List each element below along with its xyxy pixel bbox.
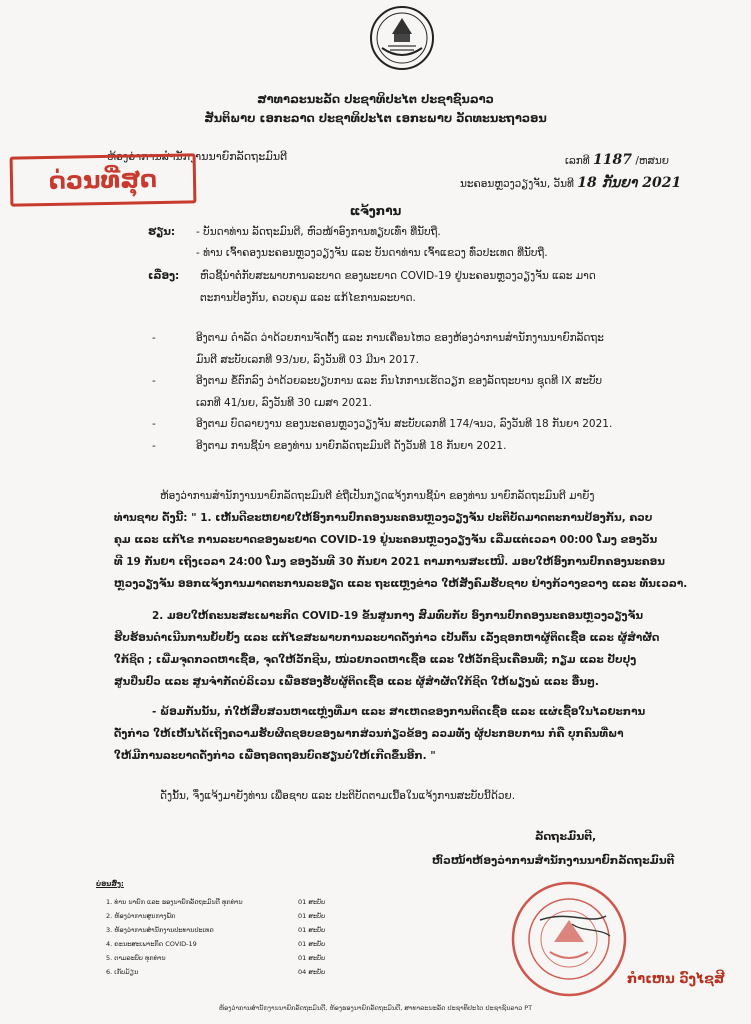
to-label: ຮຽນ:: [148, 226, 176, 238]
point2-line: ຮີບຮ້ອນດຳເນີນການຍັບຍັ້ງ ແລະ ແກ້ໄຂສະພາບການລະບາດດັ່ງກ່າວ ເປັນຕົ້ນ ເລັ່ງຊອກຫາຜູ້ຕິດເຊື້ອ ແລະ ຜູ້ສຳຜັດ: [114, 632, 660, 644]
document-number: [565, 152, 669, 168]
distribution-qty: 01 ສະບັບ: [298, 940, 326, 948]
point2-line: 2. ມອບໃຫ້ຄະນະສະເພາະກິດ COVID-19 ຂັ້ນສູນກາງ ສົມທົບກັບ ອົງການປົກຄອງນະຄອນຫຼວງວຽງຈັນ: [152, 610, 643, 622]
signatory-title: ລັດຖະມົນຕີ,: [535, 830, 597, 843]
urgent-stamp: ດ່ວນທີ່ສຸດ: [10, 153, 197, 206]
bullet: -: [152, 332, 156, 344]
point1-line: ຫຼວງວຽງຈັນ ອອກແຈ້ງການມາດຕະການລະອຽດ ແລະ ຖະແຫຼງຂ່າວ ໃຫ້ສັງຄົມຮັບຊາບ ຢ່າງກ້ວາງຂວາງ ແລະ ທັນເວລາ.: [114, 578, 688, 590]
signatory-name: ກຳເຫນ ວົງໄຊສີ: [627, 972, 725, 987]
distribution-recipient: 4. ຄະນະສະເພາະກິດ COVID-19: [106, 940, 197, 948]
distribution-row: [106, 898, 336, 906]
point2-line: ສູນປິ່ນປົວ ແລະ ສູນຈຳກັດບໍລິເວນ ເພື່ອຮອງຮັບຜູ້ຕິດເຊື້ອ ແລະ ຜູ້ສຳຜັດໃກ້ຊິດ ໃຫ້ພຽງພໍ ແລະ ອື່ນໆ.: [114, 676, 599, 688]
distribution-recipient: 3. ຫ້ອງວ່າການສຳນັກງານປະທານປະເທດ: [106, 926, 214, 934]
distribution-recipient: 2. ຫ້ອງວ່າການສູນກາງພັກ: [106, 912, 176, 920]
distribution-qty: 01 ສະບັບ: [298, 898, 326, 906]
bullet: -: [152, 418, 156, 430]
distribution-qty: 01 ສະບັບ: [298, 912, 326, 920]
national-motto: ສັນຕິພາບ ເອກະລາດ ປະຊາທິປະໄຕ ເອກະພາບ ວັດທະນະຖາວອນ: [204, 111, 547, 125]
point2-line: ໃກ້ຊິດ ; ເພີ່ມຈຸດກວດຫາເຊື້ອ, ຈຸດໃຫ້ວັກຊີນ, ໜ່ວຍກວດຫາເຊື້ອ ແລະ ໃຫ້ວັກຊີນເຄື່ອນທີ່; ກຽມ ແລະ ປັບປຸງ: [114, 654, 637, 666]
date-label: ນະຄອນຫຼວງວຽງຈັນ, ວັນທີ: [460, 178, 574, 190]
point1-line: ທີ 19 ກັນຍາ ເຖິງເວລາ 24:00 ໂມງ ຂອງວັນທີ 30 ກັນຍາ 2021 ຕາມການສະເໜີ. ມອບໃຫ້ອົງການປົກຄອງນະຄອນ: [114, 556, 665, 568]
distribution-recipient: 6. ເກັບມ້ຽນ: [106, 968, 139, 976]
to-item: - ທ່ານ ເຈົ້າຄອງນະຄອນຫຼວງວຽງຈັນ ແລະ ບັນດາທ່ານ ເຈົ້າແຂວງ ທົ່ວປະເທດ ທີ່ນັບຖື.: [196, 247, 548, 259]
subject-label: ເລື່ອງ:: [148, 270, 180, 282]
point2-line: ໃຫ້ມີການລະບາດດັ່ງກ່າວ ເພື່ອຖອດຖອນບົດຮຽນບໍ່ໃຫ້ເກີດຂຶ້ນອີກ. ": [114, 750, 436, 762]
distribution-row: [106, 926, 336, 934]
point1-line: ຄຸມ ແລະ ແກ້ໄຂ ການລະບາດຂອງພະຍາດ COVID-19 ຢູ່ນະຄອນຫຼວງວຽງຈັນ ເລີ່ມແຕ່ເວລາ 00:00 ໂມງ ຂອງວັນ: [114, 534, 658, 546]
distribution-qty: 01 ສະບັບ: [298, 954, 326, 962]
closing-text: ດັ່ງນັ້ນ, ຈຶ່ງແຈ້ງມາຍັງທ່ານ ເພື່ອຊາບ ແລະ ປະຕິບັດຕາມເນື້ອໃນແຈ້ງການສະບັບນີ້ດ້ວຍ.: [160, 790, 516, 802]
bullet: -: [152, 375, 156, 387]
subject-text: ຕະການປ້ອງກັນ, ຄວບຄຸມ ແລະ ແກ້ໄຂການລະບາດ.: [200, 292, 416, 304]
point2-line: - ພ້ອມກັນນັ້ນ, ກໍໃຫ້ສືບສວນຫາແຫຼ່ງທີ່ມາ ແລະ ສາເຫດຂອງການຕິດເຊື້ອ ແລະ ແຜ່ເຊື້ອໃນໄລຍະການ: [152, 706, 646, 718]
signatory-position: ຫົວໜ້າຫ້ອງວ່າການສຳນັກງານນາຍົກລັດຖະມົນຕີ: [432, 854, 675, 867]
document-title: ແຈ້ງການ: [349, 204, 402, 218]
reference-line: ອີງຕາມ ບົດລາຍງານ ຂອງນະຄອນຫຼວງວຽງຈັນ ສະບັບເລກທີ 174/ຈນວ, ລົງວັນທີ 18 ກັນຍາ 2021.: [196, 418, 613, 430]
distribution-row: [106, 954, 336, 962]
country-name: ສາທາລະນະລັດ ປະຊາທິປະໄຕ ປະຊາຊົນລາວ: [257, 92, 494, 106]
intro-line: ຫ້ອງວ່າການສຳນັກງານນາຍົກລັດຖະມົນຕີ ຂໍຖືເປັນກຽດແຈ້ງການຊີ້ນຳ ຂອງທ່ານ ນາຍົກລັດຖະມົນຕີ ມາຍັງ: [160, 490, 595, 502]
reference-line: ອີງຕາມ ການຊີ້ນຳ ຂອງທ່ານ ນາຍົກລັດຖະມົນຕີ ດັ່ງວັນທີ 18 ກັນຍາ 2021.: [196, 440, 507, 452]
document-date: [460, 175, 681, 191]
subject-text: ຫົວຊີ້ນຳຕໍ່ກັບສະພາບການລະບາດ ຂອງພະຍາດ COVID-19 ຢູ່ນະຄອນຫຼວງວຽງຈັນ ແລະ ມາດ: [200, 270, 596, 282]
reference-line: ອີງຕາມ ຂໍ້ຕົກລົງ ວ່າດ້ວຍລະບຽບການ ແລະ ກົນໄກການເຮັດວຽກ ຂອງລັດຖະບານ ຊຸດທີ IX ສະບັບ: [196, 375, 603, 387]
distribution-recipient: 1. ທ່ານ ນາຍົກ ແລະ ຮອງນາຍົກລັດຖະມົນຕີ ທຸກທ່ານ: [106, 898, 243, 906]
to-item: - ບັນດາທ່ານ ລັດຖະມົນຕີ, ຫົວໜ້າອົງການທຽບເທົ່າ ທີ່ນັບຖື.: [196, 226, 441, 238]
distribution-qty: 01 ສະບັບ: [298, 926, 326, 934]
national-emblem-icon: [368, 4, 436, 72]
distribution-recipient: 5. ຕາມລະບົບ ທຸກທ່ານ: [106, 954, 166, 962]
official-seal-icon: [510, 880, 628, 998]
doc-no-label: ເລກທີ: [565, 155, 590, 167]
doc-no-value: 1187: [593, 152, 632, 168]
reference-line: ມົນຕີ ສະບັບເລກທີ 93/ນຍ, ລົງວັນທີ 03 ມີນາ 2017.: [196, 354, 419, 366]
distribution-title: ບ່ອນສົ່ງ:: [96, 880, 124, 888]
point2-line: ດັ່ງກ່າວ ໃຫ້ເຫັນໄດ້ເຖິງຄວາມຮັບຜິດຊອບຂອງພາກສ່ວນກ່ຽວຂ້ອງ ລວມທັງ ຜູ້ປະກອບການ ກໍຄື ບຸກຄົນທີ່ພາ: [114, 728, 624, 740]
bullet: -: [152, 440, 156, 452]
distribution-row: [106, 912, 336, 920]
distribution-row: [106, 968, 336, 976]
distribution-row: [106, 940, 336, 948]
reference-line: ອີງຕາມ ດຳລັດ ວ່າດ້ວຍການຈັດຕັ້ງ ແລະ ການເຄື່ອນໄຫວ ຂອງຫ້ອງວ່າການສຳນັກງານນາຍົກລັດຖະ: [196, 332, 604, 344]
doc-no-suffix: /ຫສນຍ: [635, 155, 669, 167]
intro-line: ທ່ານຊາບ ດັ່ງນີ້: " 1. ເຫັນດີຂະຫຍາຍໃຫ້ອົງການປົກຄອງນະຄອນຫຼວງວຽງຈັນ ປະຕິບັດມາດຕະການປ້ອງກັນ, ຄວບ: [114, 512, 653, 524]
distribution-qty: 04 ສະບັບ: [298, 968, 326, 976]
date-value: 18 ກັນຍາ 2021: [577, 175, 682, 191]
footer-text: ຫ້ອງວ່າການສຳນັກງານນາຍົກລັດຖະມົນຕີ, ຫ້ອງຮອງນາຍົກລັດຖະມົນຕີ, ສາທາລະນະລັດ ປະຊາທິປະໄຕ ປະຊາຊົນລາວ PT: [218, 1004, 533, 1012]
issuing-office: ຫ້ອງວ່າການສຳນັກງານນາຍົກລັດຖະມົນຕີ: [107, 150, 288, 163]
reference-line: ເລກທີ 41/ນຍ, ລົງວັນທີ 30 ເມສາ 2021.: [196, 397, 372, 409]
